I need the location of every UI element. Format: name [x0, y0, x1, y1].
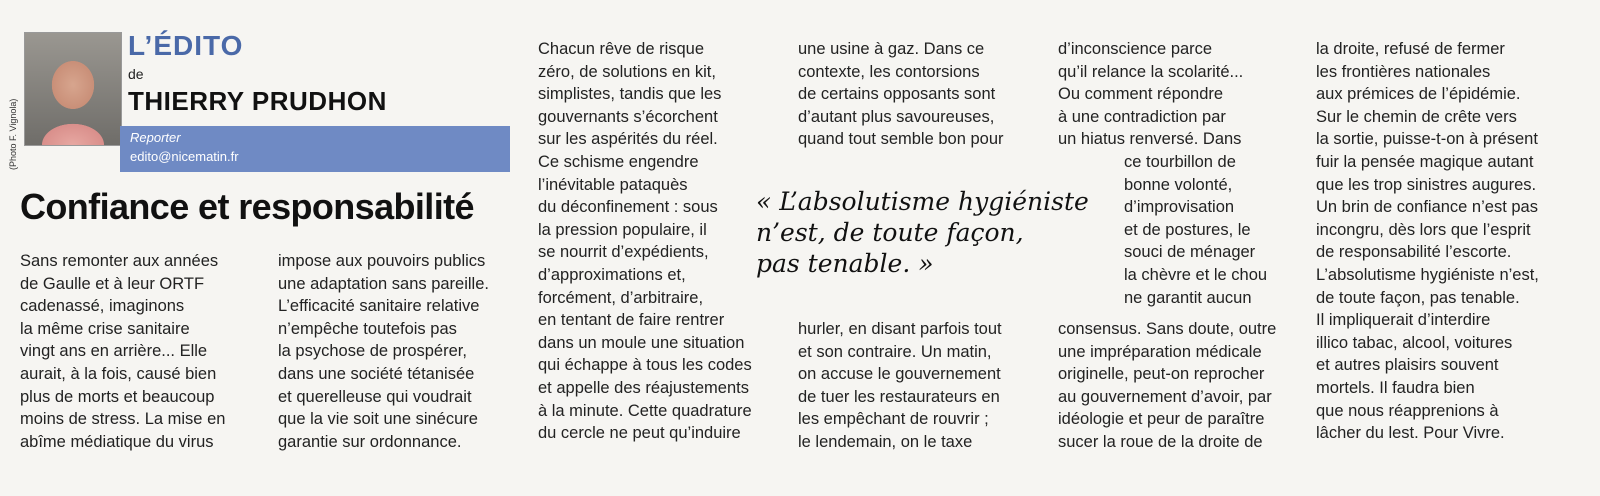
text-line: du cercle ne peut qu’induire [538, 424, 741, 443]
text-line: sur les aspérités du réel. [538, 130, 718, 149]
text-line: se nourrit d’expédients, [538, 243, 709, 262]
text-line: hurler, en disant parfois tout [798, 320, 1002, 338]
text-line: un hiatus renversé. Dans [1058, 130, 1242, 149]
text-line: la droite, refusé de fermer [1316, 40, 1505, 58]
text-line: et appelle des réajustements [538, 378, 749, 397]
text-line: incongru, dès lors que l’esprit [1316, 220, 1531, 239]
text-line: qui échappe à tous les codes [538, 356, 752, 375]
text-line: fuir la pensée magique autant [1316, 152, 1534, 171]
text-line: garantie sur ordonnance. [278, 432, 462, 451]
text-line: au gouvernement d’avoir, par [1058, 387, 1272, 406]
author-name: THIERRY PRUDHON [128, 86, 387, 116]
text-line: Un brin de confiance n’est pas [1316, 198, 1538, 217]
text-line: et de postures, le [1124, 220, 1251, 239]
text-line: Chacun rêve de risque [538, 40, 705, 58]
text-line: idéologie et peur de paraître [1058, 410, 1265, 429]
text-line: les frontières nationales [1316, 62, 1491, 81]
text-line: Ou comment répondre [1058, 85, 1224, 104]
text-line: consensus. Sans doute, outre [1058, 320, 1277, 338]
article-headline: Confiance et responsabilité [20, 186, 474, 227]
column-3 [538, 38, 752, 445]
column-5-top [1058, 38, 1243, 151]
text-line: de responsabilité l’escorte. [1316, 243, 1512, 262]
pull-quote-line: n’est, de toute façon, [756, 218, 1024, 247]
text-line: forcément, d’arbitraire, [538, 288, 704, 307]
text-line: du déconfinement : sous [538, 198, 718, 217]
section-title: L’ÉDITO [128, 30, 244, 61]
photo-credit: (Photo F. Vignola) [8, 98, 18, 170]
author-email: edito@nicematin.fr [130, 149, 239, 164]
text-line: une usine à gaz. Dans ce [798, 40, 985, 58]
column-5-indent [1124, 151, 1267, 309]
byline-de: de [128, 66, 144, 82]
text-line: mortels. Il faudra bien [1316, 378, 1475, 397]
text-line: et querelleuse qui voudrait [278, 387, 472, 406]
text-line: aux prémices de l’épidémie. [1316, 85, 1521, 104]
text-line: ne garantit aucun [1124, 288, 1252, 307]
text-line: abîme médiatique du virus [20, 432, 214, 451]
text-line: Sans remonter aux années [20, 252, 219, 270]
column-2 [278, 250, 489, 453]
text-line: à une contradiction par [1058, 107, 1226, 126]
text-line: d’inconscience parce [1058, 40, 1213, 58]
pull-quote-line: pas tenable. » [756, 249, 934, 278]
text-line: et son contraire. Un matin, [798, 342, 992, 361]
text-line: d’improvisation [1124, 198, 1235, 217]
column-4-top [798, 38, 1004, 151]
text-line: simplistes, tandis que les [538, 85, 722, 104]
text-line: en tentant de faire rentrer [538, 311, 725, 330]
column-1 [20, 250, 225, 453]
text-line: ce tourbillon de [1124, 153, 1236, 171]
text-line: une adaptation sans pareille. [278, 274, 489, 293]
text-line: et autres plaisirs souvent [1316, 356, 1499, 375]
text-line: contexte, les contorsions [798, 62, 980, 81]
text-line: Il impliquerait d’interdire [1316, 311, 1491, 330]
text-line: Sur le chemin de crête vers [1316, 107, 1517, 126]
text-line: moins de stress. La mise en [20, 410, 226, 429]
text-line: de certains opposants sont [798, 85, 996, 104]
text-line: zéro, de solutions en kit, [538, 62, 716, 81]
text-line: la chèvre et le chou [1124, 265, 1268, 284]
pull-quote [756, 186, 1089, 279]
text-line: la même crise sanitaire [20, 319, 190, 338]
text-line: que la vie soit une sinécure [278, 410, 478, 429]
text-line: la pression populaire, il [538, 220, 707, 239]
text-line: n’empêche toutefois pas [278, 319, 457, 338]
text-line: le lendemain, on le taxe [798, 432, 973, 451]
column-4-bottom [798, 318, 1002, 454]
text-line: que nous réapprenions à [1316, 401, 1499, 420]
text-line: de tuer les restaurateurs en [798, 387, 1000, 406]
text-line: que les trop sinistres augures. [1316, 175, 1537, 194]
text-line: une impréparation médicale [1058, 342, 1262, 361]
text-line: gouvernants s’écorchent [538, 107, 718, 126]
text-line: L’absolutisme hygiéniste n’est, [1316, 265, 1539, 284]
text-line: d’approximations et, [538, 265, 686, 284]
text-line: qu’il relance la scolarité... [1058, 62, 1244, 81]
text-line: lâcher du lest. Pour Vivre. [1316, 424, 1505, 443]
text-line: la sortie, puisse-t-on à présent [1316, 130, 1538, 149]
text-line: d’autant plus savoureuses, [798, 107, 995, 126]
text-line: les empêchant de rouvrir ; [798, 410, 989, 429]
column-6 [1316, 38, 1539, 445]
text-line: plus de morts et beaucoup [20, 387, 215, 406]
text-line: vingt ans en arrière... Elle [20, 342, 208, 361]
text-line: dans une société tétanisée [278, 364, 475, 383]
text-line: on accuse le gouvernement [798, 365, 1001, 384]
text-line: sucer la roue de la droite de [1058, 432, 1263, 451]
text-line: bonne volonté, [1124, 175, 1233, 194]
text-line: à la minute. Cette quadrature [538, 401, 752, 420]
column-5-bottom [1058, 318, 1276, 454]
text-line: aurait, à la fois, causé bien [20, 364, 217, 383]
author-role: Reporter [130, 130, 181, 145]
text-line: l’inévitable pataquès [538, 175, 688, 194]
text-line: la psychose de prospérer, [278, 342, 467, 361]
text-line: souci de ménager [1124, 243, 1256, 262]
text-line: impose aux pouvoirs publics [278, 252, 486, 270]
text-line: de toute façon, pas tenable. [1316, 288, 1520, 307]
text-line: dans un moule une situation [538, 333, 745, 352]
text-line: originelle, peut-on reprocher [1058, 365, 1265, 384]
text-line: de Gaulle et à leur ORTF [20, 274, 205, 293]
text-line: L’efficacité sanitaire relative [278, 297, 480, 316]
author-photo [24, 32, 122, 146]
text-line: quand tout semble bon pour [798, 130, 1004, 149]
text-line: illico tabac, alcool, voitures [1316, 333, 1513, 352]
text-line: Ce schisme engendre [538, 152, 699, 171]
text-line: cadenassé, imaginons [20, 297, 185, 316]
pull-quote-line: « L’absolutisme hygiéniste [756, 187, 1089, 216]
